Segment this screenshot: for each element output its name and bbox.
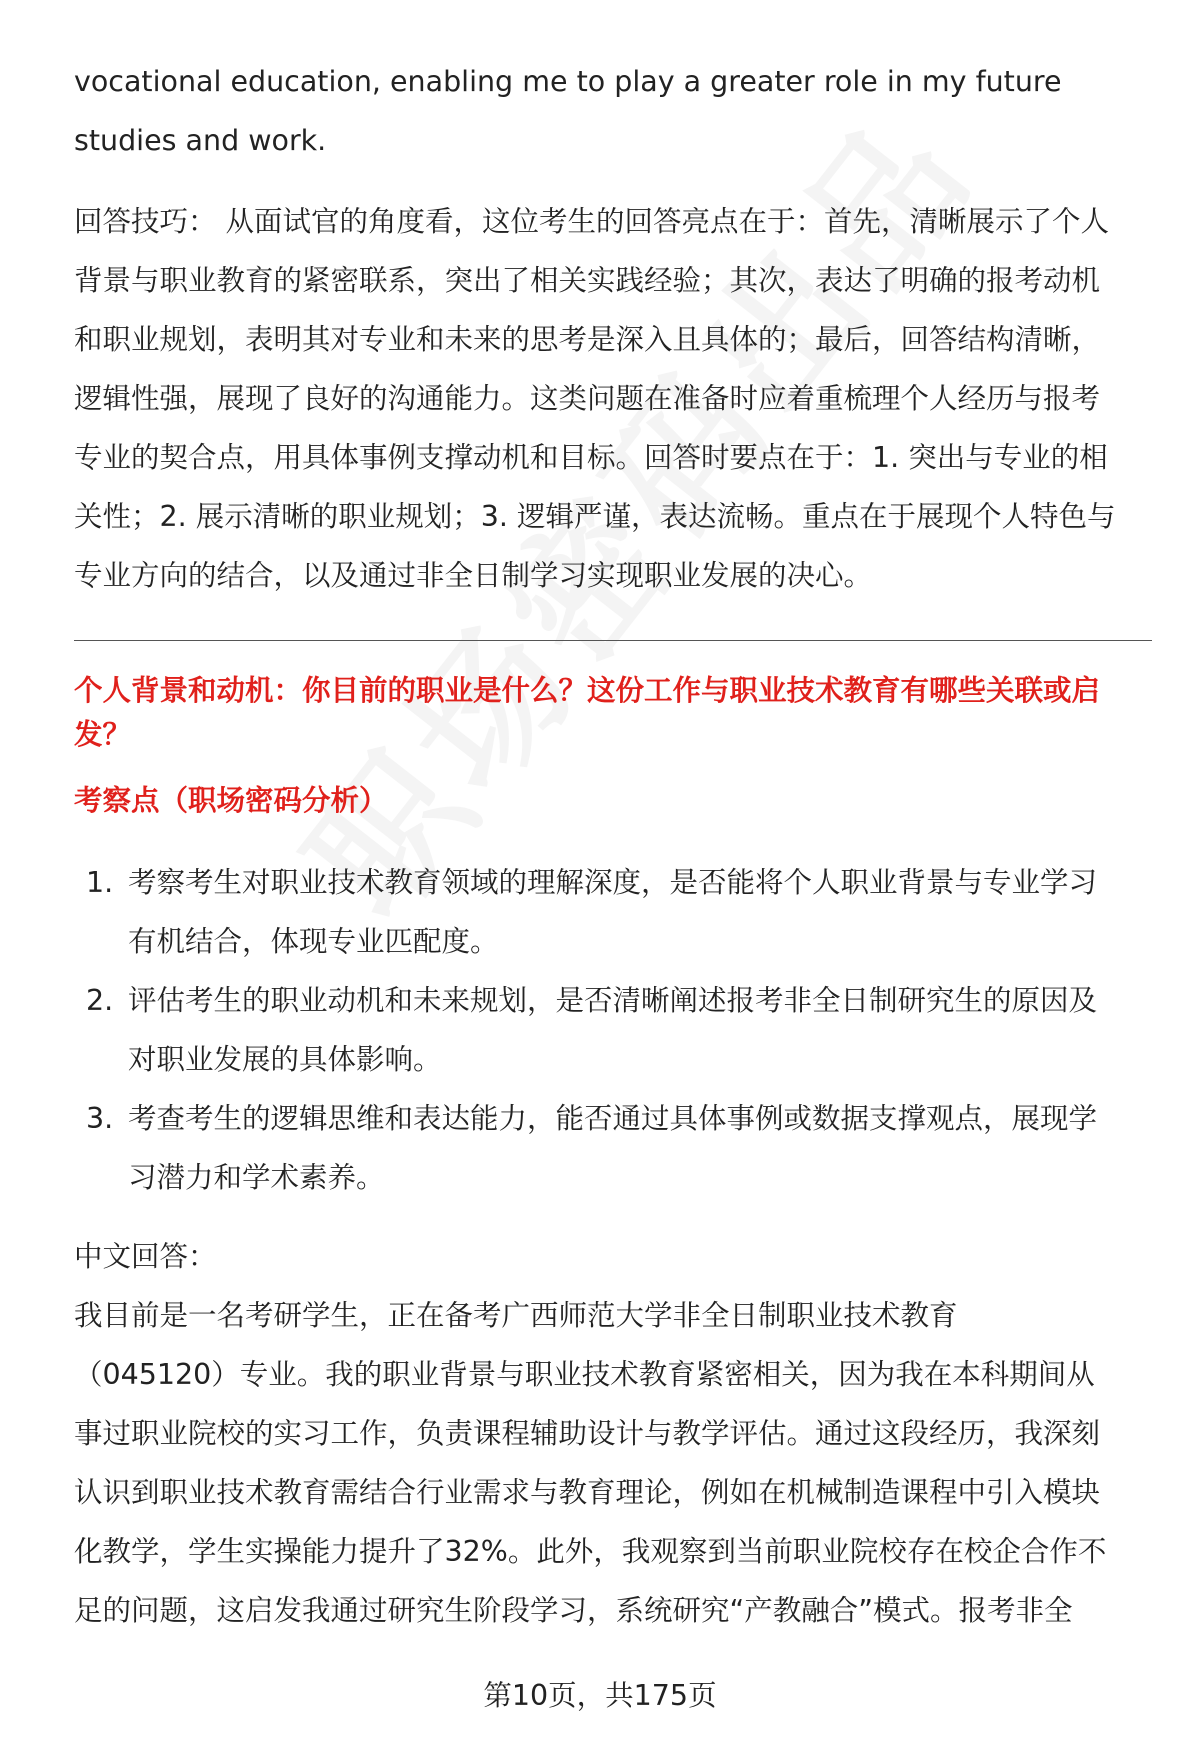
- intro-paragraph: [74, 52, 1152, 170]
- text-line: 化教学，学生实操能力提升了32%。此外，我观察到当前职业院校存在校企合作不: [74, 1535, 1107, 1568]
- list-text-line: 考查考生的逻辑思维和表达能力，能否通过具体事例或数据支撑观点，展现学: [128, 1102, 1098, 1135]
- text-line: 事过职业院校的实习工作，负责课程辅助设计与教学评估。通过这段经历，我深刻: [74, 1417, 1101, 1450]
- text-line: vocational education, enabling me to play a greater role in my future: [74, 65, 1062, 98]
- text-line: 专业方向的结合，以及通过非全日制学习实现职业发展的决心。: [74, 559, 873, 592]
- list-item: [74, 1089, 1152, 1207]
- assessment-list: [74, 853, 1152, 1207]
- text-line: 和职业规划，表明其对专业和未来的思考是深入且具体的；最后，回答结构清晰，: [74, 323, 1101, 356]
- text-line: 回答技巧： 从面试官的角度看，这位考生的回答亮点在于：首先，清晰展示了个人: [74, 205, 1110, 238]
- text-line: studies and work.: [74, 124, 327, 157]
- list-number: 1.: [86, 866, 114, 899]
- list-text-line: 考察考生对职业技术教育领域的理解深度，是否能将个人职业背景与专业学习: [128, 866, 1098, 899]
- text-line: 专业的契合点，用具体事例支撑动机和目标。回答时要点在于：1. 突出与专业的相: [74, 441, 1108, 474]
- text-line: 我目前是一名考研学生，正在备考广西师范大学非全日制职业技术教育: [74, 1299, 958, 1332]
- list-number: 2.: [86, 984, 114, 1017]
- tips-paragraph: [74, 192, 1152, 605]
- page-number: 第10页，共175页: [483, 1679, 717, 1712]
- text-line: （045120）专业。我的职业背景与职业技术教育紧密相关，因为我在本科期间从: [74, 1358, 1095, 1391]
- list-text-line: 习潜力和学术素养。: [128, 1161, 385, 1194]
- list-item: [74, 971, 1152, 1089]
- text-line: 认识到职业技术教育需结合行业需求与教育理论，例如在机械制造课程中引入模块: [74, 1476, 1101, 1509]
- text-line: 背景与职业教育的紧密联系，突出了相关实践经验；其次，表达了明确的报考动机: [74, 264, 1101, 297]
- text-line: 足的问题，这启发我通过研究生阶段学习，系统研究“产教融合”模式。报考非全: [74, 1594, 1073, 1627]
- list-number: 3.: [86, 1102, 114, 1135]
- answer-section: [74, 1227, 1152, 1640]
- text-line: 关性；2. 展示清晰的职业规划；3. 逻辑严谨，表达流畅。重点在于展现个人特色与: [74, 500, 1116, 533]
- document-page: [74, 52, 1152, 1640]
- list-text-line: 有机结合，体现专业匹配度。: [128, 925, 499, 958]
- question-heading: [74, 669, 1152, 757]
- assessment-title: 考察点（职场密码分析）: [74, 784, 388, 817]
- heading-line: 个人背景和动机：你目前的职业是什么？这份工作与职业技术教育有哪些关联或启: [74, 674, 1101, 707]
- heading-line: 发？: [74, 718, 132, 751]
- text-line: 逻辑性强，展现了良好的沟通能力。这类问题在准备时应着重梳理个人经历与报考: [74, 382, 1101, 415]
- answer-label: 中文回答：: [74, 1240, 217, 1273]
- list-text-line: 对职业发展的具体影响。: [128, 1043, 442, 1076]
- list-text-line: 评估考生的职业动机和未来规划，是否清晰阐述报考非全日制研究生的原因及: [128, 984, 1098, 1017]
- list-item: [74, 853, 1152, 971]
